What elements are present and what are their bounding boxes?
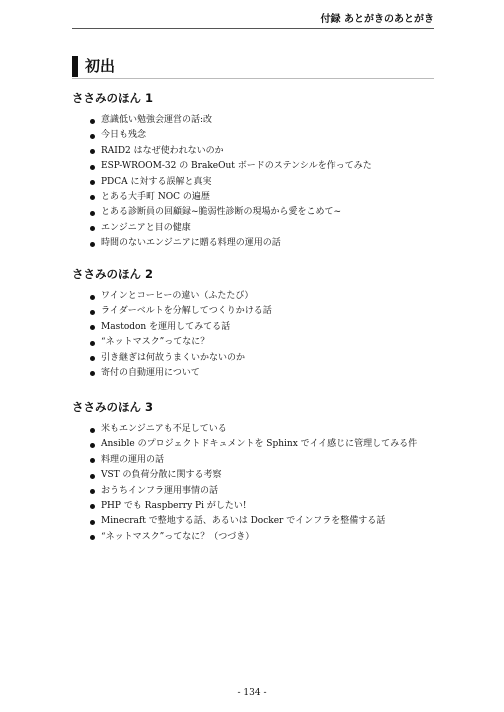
- list-item-text: 時間のないエンジニアに贈る料理の運用の話: [101, 238, 281, 249]
- list-item-text: とある大手町 NOC の遍歴: [101, 191, 210, 202]
- page-number: - 134 -: [237, 688, 267, 698]
- list-item: [89, 437, 444, 452]
- list-item-text: Minecraft で整地する話、あるいは Docker でインフラを整備する話: [101, 516, 386, 527]
- bullet-icon: [90, 325, 95, 330]
- list-item-text: 意識低い勉強会運営の話:改: [101, 115, 213, 125]
- list-item-text: Ansible のプロジェクトドキュメントを Sphinx でイイ感じに管理してみる件: [101, 439, 418, 450]
- list-item: [89, 320, 444, 335]
- section-sasami-1: [72, 90, 444, 252]
- list-item-text: “ネットマスク”ってなに？（つづき）: [101, 531, 255, 542]
- list-item-text: 寄付の自動運用について: [101, 367, 200, 378]
- list-item: [89, 499, 444, 514]
- bullet-icon: [90, 520, 95, 525]
- item-list: [72, 422, 444, 545]
- bullet-icon: [90, 295, 95, 300]
- list-item: [89, 514, 444, 529]
- list-item: [89, 304, 444, 319]
- list-item: [89, 236, 444, 251]
- item-list: [72, 113, 444, 252]
- list-item-text: PHP でも Raspberry Pi がしたい!: [101, 500, 247, 511]
- list-item: [89, 128, 444, 143]
- list-item-text: エンジニアと目の健康: [101, 222, 191, 233]
- bullet-icon: [90, 535, 95, 540]
- list-item-text: おうちインフラ運用事情の話: [101, 485, 219, 496]
- list-item: [89, 175, 444, 190]
- list-item: [89, 144, 444, 159]
- bullet-icon: [90, 474, 95, 479]
- section-sasami-3: [72, 399, 444, 545]
- list-item: [89, 351, 444, 366]
- list-item-text: 引き継ぎは何故うまくいかないのか: [101, 352, 246, 363]
- chapter-bar: [72, 56, 78, 77]
- list-item: [89, 366, 444, 381]
- list-item: [89, 205, 444, 220]
- bullet-icon: [90, 242, 95, 247]
- bullet-icon: [90, 180, 95, 185]
- list-item: [89, 221, 444, 236]
- bullet-icon: [90, 165, 95, 170]
- bullet-icon: [90, 489, 95, 494]
- bullet-icon: [90, 443, 95, 448]
- bullet-icon: [90, 458, 95, 463]
- list-item-text: とある診断員の回顧録~脆弱性診断の現場から愛をこめて~: [101, 207, 342, 218]
- bullet-icon: [90, 428, 95, 433]
- section-sasami-2: [72, 266, 444, 381]
- list-item: [89, 289, 444, 304]
- list-item-text: 料理の運用の話: [101, 454, 165, 465]
- list-item: [89, 422, 444, 437]
- list-item: [89, 335, 444, 350]
- list-item: [89, 159, 444, 174]
- list-item-text: ESP-WROOM-32 の BrakeOut ボードのステンシルを作ってみた: [101, 161, 372, 172]
- bullet-icon: [90, 504, 95, 509]
- chapter-title: 初出: [85, 57, 116, 75]
- bullet-icon: [90, 134, 95, 139]
- list-item-text: RAID2 はなぜ使われないのか: [101, 145, 224, 156]
- chapter-heading: [72, 56, 434, 79]
- list-item: [89, 453, 444, 468]
- bullet-icon: [90, 195, 95, 200]
- list-item-text: PDCA に対する誤解と真実: [101, 176, 212, 187]
- list-item-text: ワインとコーヒーの違い（ふたたび）: [101, 291, 254, 301]
- section-title: ささみのほん 2: [72, 267, 154, 281]
- bullet-icon: [90, 371, 95, 376]
- list-item-text: ライダーベルトを分解してつくりかける話: [101, 306, 272, 317]
- running-header: 付録 あとがきのあとがき: [72, 14, 434, 29]
- bullet-icon: [90, 149, 95, 154]
- bullet-icon: [90, 310, 95, 315]
- list-item-text: “ネットマスク”ってなに？: [101, 337, 210, 348]
- list-item-text: VST の負荷分散に関する考察: [101, 470, 222, 481]
- section-title: ささみのほん 3: [72, 400, 154, 414]
- bullet-icon: [90, 226, 95, 231]
- list-item-text: 今日も残念: [101, 130, 147, 141]
- list-item-text: Mastodon を運用してみてる話: [101, 321, 231, 332]
- list-item: [89, 468, 444, 483]
- list-item: [89, 530, 444, 545]
- bullet-icon: [90, 356, 95, 361]
- list-item: [89, 113, 444, 128]
- list-item: [89, 484, 444, 499]
- item-list: [72, 289, 444, 381]
- bullet-icon: [90, 341, 95, 346]
- bullet-icon: [90, 211, 95, 216]
- list-item: [89, 190, 444, 205]
- section-title: ささみのほん 1: [72, 91, 154, 105]
- list-item-text: 米もエンジニアも不足している: [101, 424, 227, 434]
- bullet-icon: [90, 119, 95, 124]
